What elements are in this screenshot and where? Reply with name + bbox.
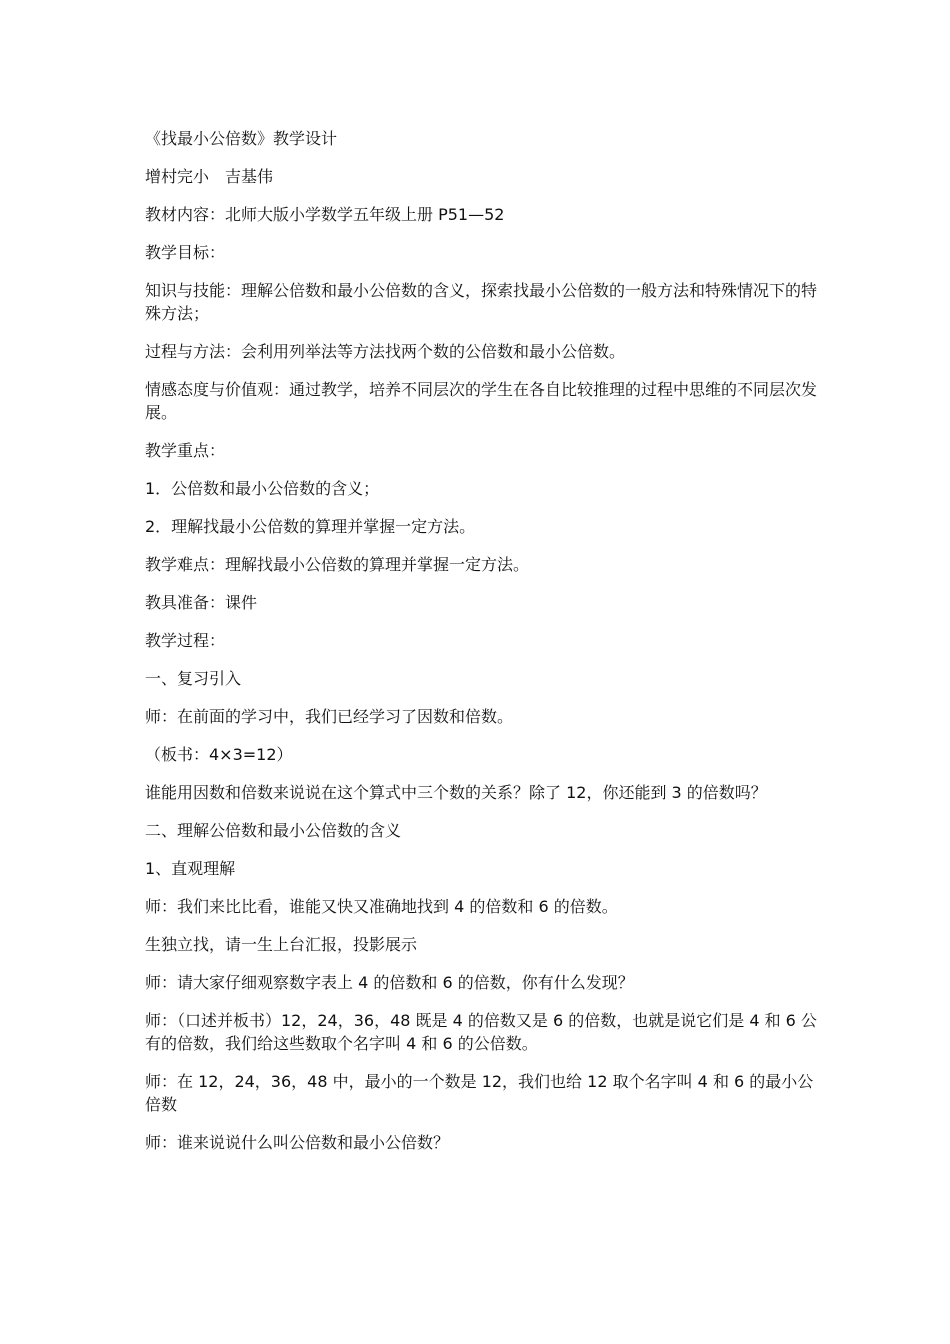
document-title: 《找最小公倍数》教学设计: [145, 129, 338, 148]
teaching-aids: 教具准备：课件: [145, 593, 258, 612]
goal-process: 过程与方法：会利用列举法等方法找两个数的公倍数和最小公倍数。: [145, 342, 626, 361]
board-note: （板书：4×3=12）: [145, 745, 293, 764]
part-two-heading: 二、理解公倍数和最小公倍数的含义: [145, 821, 402, 840]
section-heading-goals: 教学目标：: [145, 243, 226, 262]
teacher-line: 师：我们来比比看，谁能又快又准确地找到 4 的倍数和 6 的倍数。: [145, 897, 618, 916]
textbook-content: 教材内容：北师大版小学数学五年级上册 P51—52: [145, 205, 505, 224]
key-point-1: 1．公倍数和最小公倍数的含义；: [145, 479, 380, 498]
teacher-line: 师：请大家仔细观察数字表上 4 的倍数和 6 的倍数，你有什么发现？: [145, 973, 634, 992]
part-one-heading: 一、复习引入: [145, 669, 242, 688]
difficult-point: 教学难点：理解找最小公倍数的算理并掌握一定方法。: [145, 555, 530, 574]
key-point-2: 2．理解找最小公倍数的算理并掌握一定方法。: [145, 517, 476, 536]
section-heading-key-points: 教学重点：: [145, 441, 226, 460]
teacher-line: 师：谁来说说什么叫公倍数和最小公倍数？: [145, 1133, 450, 1152]
goal-knowledge: 知识与技能：理解公倍数和最小公倍数的含义，探索找最小公倍数的一般方法和特殊情况下的特殊方法；: [145, 281, 818, 323]
teacher-line: 师：（口述并板书）12，24，36，48 既是 4 的倍数又是 6 的倍数，也就是说它们是 4 和 6 公有的倍数，我们给这些数取个名字叫 4 和 6 的公倍数。: [145, 1011, 817, 1053]
student-activity-line: 生独立找，请一生上台汇报，投影展示: [145, 935, 418, 954]
document-body: [145, 127, 817, 1169]
goal-attitude: 情感态度与价值观：通过教学，培养不同层次的学生在各自比较推理的过程中思维的不同层次发展。: [145, 380, 818, 422]
teacher-line: 师：在前面的学习中，我们已经学习了因数和倍数。: [145, 707, 514, 726]
section-heading-process: 教学过程：: [145, 631, 226, 650]
teacher-line: 师：在 12，24，36，48 中，最小的一个数是 12，我们也给 12 取个名字叫 4 和 6 的最小公倍数: [145, 1072, 814, 1114]
author-line: 增村完小 吉基伟: [145, 167, 274, 186]
subsection-heading: 1、直观理解: [145, 859, 236, 878]
question-line: 谁能用因数和倍数来说说在这个算式中三个数的关系？除了 12，你还能到 3 的倍数吗？: [145, 783, 767, 802]
